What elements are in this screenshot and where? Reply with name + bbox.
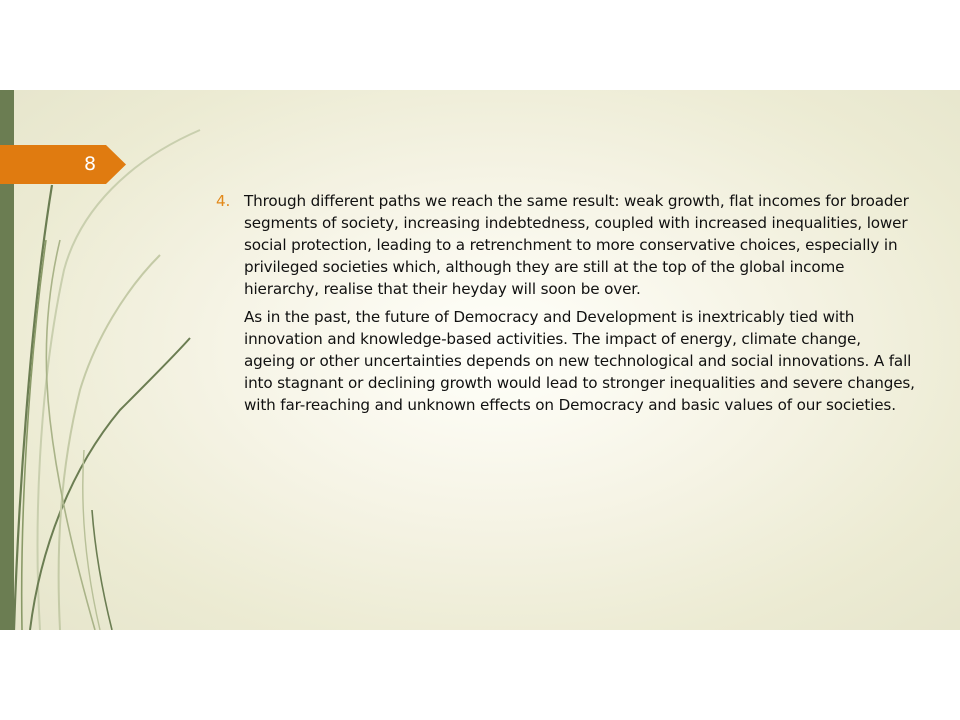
paragraph-1: Through different paths we reach the same result: weak growth, flat incomes for broader segments of society, increasing indebtedness, coupled with increased inequalities, lower social protection, leading to a retrenchment to more conservative choices, especially in privileged societies which, although they are still at the top of the global income hierarchy, realise that their heyday will soon be over. (244, 192, 909, 298)
slide-number: 8 (83, 153, 97, 175)
item-number: 4. (216, 192, 231, 210)
paragraph-2: As in the past, the future of Democracy and Development is inextricably tied with innovation and knowledge-based activities. The impact of energy, climate change, ageing or other uncertainties depends on new technological and social innovations. A fall into stagnant or declining growth would lead to stronger inequalities and severe changes, with far-reaching and unknown effects on Democracy and basic values of our societies. (244, 308, 915, 414)
slide (0, 90, 960, 630)
numbered-item (216, 190, 916, 422)
item-body (244, 190, 916, 422)
slide-content (216, 190, 916, 422)
